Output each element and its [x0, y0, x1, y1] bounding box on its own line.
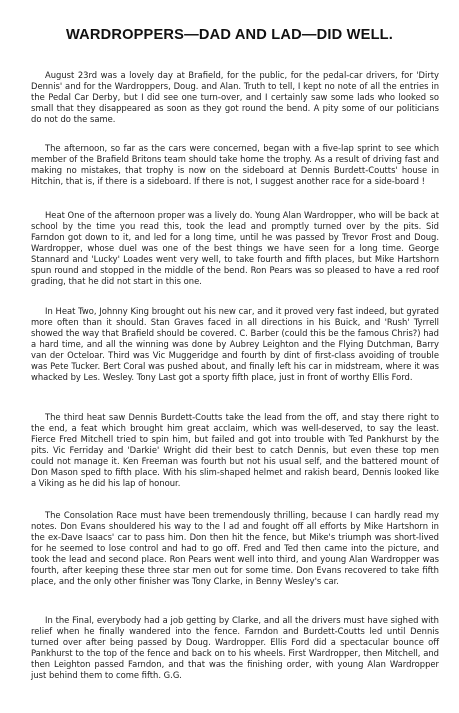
paragraph-6: The Consolation Race must have been tremendously thrilling, because I can hardly read my notes. Don Evans shouldered his way to the l ad and fought off all efforts by Mike Hartshorn in the ex-Dave Isaacs' car to pass him. Don then hit the fence, but Mike's triumph was short-lived for he seemed to lose control and had to go off. Fred and Ted then came into the picture, and took the lead and second place. Ron Pears went well into third, and young Alan Wardropper was fourth, after keeping these three star men out for some time. Don Evans recovered to take fifth place, and the only other finisher was Tony Clarke, in Benny Wesley's car.: [31, 510, 439, 586]
article-title: WARDROPPERS—DAD AND LAD—DID WELL.: [65, 27, 394, 43]
paragraph-2: The afternoon, so far as the cars were concerned, began with a five-lap sprint to see which member of the Brafield Britons team should take home the trophy. As a result of driving fast and making no mistakes, that trophy is now on the sideboard at Dennis Burdett-Coutts' house in Hitchin, that is, if there is a sideboard. If there is not, I suggest another race for a side-board !: [31, 143, 439, 186]
paragraph-3: Heat One of the afternoon proper was a lively do. Young Alan Wardropper, who will be back at school by the time you read this, took the lead and promptly turned over by the pits. Sid Farndon got down to it, and led for a long time, until he was passed by Trevor Frost and Doug. Wardropper, whose duel was one of the best things we have seen for a long time. George Stannard and 'Lucky' Loades went very well, to take fourth and fifth places, but Mike Hartshorn spun round and stopped in the middle of the bend. Ron Pears was so pleased to have a red roof grading, that he did not start in this one.: [31, 210, 439, 286]
paragraph-5: The third heat saw Dennis Burdett-Coutts take the lead from the off, and stay there right to the end, a feat which brought him great acclaim, which was well-deserved, to say the least. Fierce Fred Mitchell tried to spin him, but failed and got into trouble with Ted Pankhurst by the pits. Vic Ferriday and 'Darkie' Wright did their best to catch Dennis, but even these top men could not manage it. Ken Freeman was fourth but not his usual self, and the battered mount of Don Mason sped to fifth place. With his slim-shaped helmet and rakish beard, Dennis looked like a Viking as he did his lap of honour.: [31, 412, 439, 488]
paragraph-4: In Heat Two, Johnny King brought out his new car, and it proved very fast indeed, but gyrated more often than it should. Stan Graves faced in all directions in his Buick, and 'Rush' Tyrrell showed the way that Brafield should be covered. C. Barber (could this be the famous Chris?) had a hard time, and all the winning was done by Aubrey Leighton and the Flying Dutchman, Barry van der Octeloar. Third was Vic Muggeridge and fourth by dint of first-class avoiding of trouble was Pete Tucker. Bert Coral was pushed about, and finally left his car in midstream, where it was whacked by Les. Wesley. Tony Last got a sporty fifth place, just in front of worthy Ellis Ford.: [31, 306, 439, 382]
paragraph-7: In the Final, everybody had a job getting by Clarke, and all the drivers must have sighed with relief when he finally wandered into the fence. Farndon and Burdett-Coutts led until Dennis turned over after being passed by Doug. Wardropper. Ellis Ford did a spectacular bounce off Pankhurst to the top of the fence and back on to his wheels. First Wardropper, then Mitchell, and then Leighton passed Farndon, and that was the finishing order, with young Alan Wardropper just behind them to come fifth. G.G.: [31, 615, 439, 680]
paragraph-1: August 23rd was a lovely day at Brafield, for the public, for the pedal-car drivers, for 'Dirty Dennis' and for the Wardroppers, Doug. and Alan. Truth to tell, I kept no note of all the entries in the Pedal Car Derby, but I did see one turn-over, and I certainly saw some lads who looked so small that they disappeared as soon as they got round the bend. A pity some of our politicians do not do the same.: [31, 70, 439, 124]
